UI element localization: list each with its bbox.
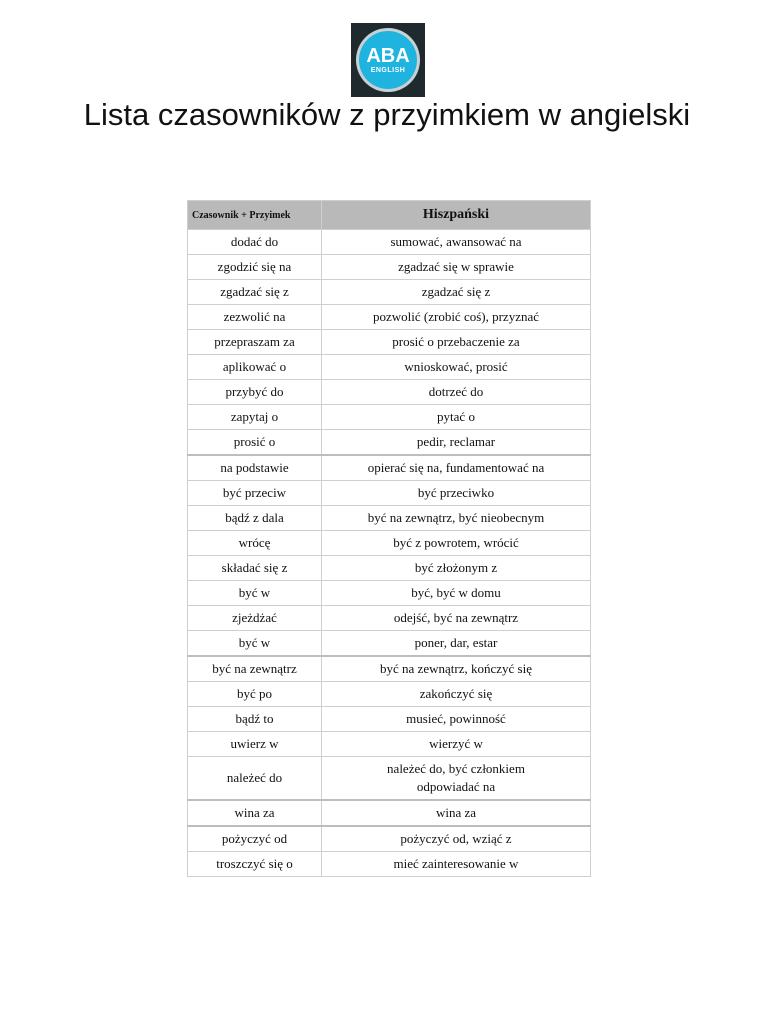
table-row [188,631,591,657]
verb-cell: troszczyć się o [188,852,322,877]
table-row [188,380,591,405]
verb-cell: przybyć do [188,380,322,405]
table-row [188,355,591,380]
verb-cell: przepraszam za [188,330,322,355]
translation-cell: być przeciwko [322,481,591,506]
translation-line: należeć do, być członkiem [387,761,525,776]
translation-cell: być złożonym z [322,556,591,581]
translation-cell: sumować, awansować na [322,230,591,255]
verb-cell: być przeciw [188,481,322,506]
translation-cell: pytać o [322,405,591,430]
table-row [188,682,591,707]
verb-cell: zgadzać się z [188,280,322,305]
table-row [188,531,591,556]
translation-cell: być, być w domu [322,581,591,606]
table-row [188,455,591,481]
translation-cell: dotrzeć do [322,380,591,405]
translation-cell: musieć, powinność [322,707,591,732]
translation-cell: poner, dar, estar [322,631,591,657]
verb-cell: zjeżdżać [188,606,322,631]
translation-cell: wina za [322,800,591,826]
translation-cell: odejść, być na zewnątrz [322,606,591,631]
table-row [188,430,591,456]
translation-cell: zgadzać się z [322,280,591,305]
verb-cell: uwierz w [188,732,322,757]
translation-cell: wnioskować, prosić [322,355,591,380]
table-header-row [188,201,591,230]
translation-cell: pożyczyć od, wziąć z [322,826,591,852]
translation-cell: być na zewnątrz, kończyć się [322,656,591,682]
verb-preposition-table [187,200,591,877]
table-row [188,656,591,682]
table-row [188,255,591,280]
table-row [188,606,591,631]
verb-cell: być na zewnątrz [188,656,322,682]
aba-english-logo [351,23,425,97]
table-row [188,230,591,255]
verb-cell: aplikować o [188,355,322,380]
translation-cell: pozwolić (zrobić coś), przyznać [322,305,591,330]
translation-cell: pedir, reclamar [322,430,591,456]
verb-cell: być po [188,682,322,707]
verb-cell: być w [188,581,322,606]
table-row [188,506,591,531]
verb-cell: być w [188,631,322,657]
table-row [188,800,591,826]
verb-cell: zezwolić na [188,305,322,330]
table-row [188,732,591,757]
verb-cell: pożyczyć od [188,826,322,852]
verb-cell: wina za [188,800,322,826]
table-row [188,556,591,581]
table-row [188,826,591,852]
table-row [188,581,591,606]
table-row [188,280,591,305]
column-header-verb: Czasownik + Przyimek [188,201,322,230]
table-row [188,481,591,506]
translation-cell [322,757,591,801]
logo-text-main: ABA [366,44,410,67]
table-body [188,230,591,877]
verb-cell: dodać do [188,230,322,255]
logo-ring [356,28,420,92]
translation-cell: mieć zainteresowanie w [322,852,591,877]
table-row [188,757,591,801]
verb-cell: bądź to [188,707,322,732]
verb-cell: zgodzić się na [188,255,322,280]
translation-cell: być na zewnątrz, być nieobecnym [322,506,591,531]
table-row [188,305,591,330]
translation-cell: wierzyć w [322,732,591,757]
logo-text-sub: ENGLISH [370,66,406,74]
verb-cell: zapytaj o [188,405,322,430]
translation-cell: prosić o przebaczenie za [322,330,591,355]
verb-cell: składać się z [188,556,322,581]
translation-cell: opierać się na, fundamentować na [322,455,591,481]
translation-cell: zakończyć się [322,682,591,707]
translation-line: odpowiadać na [416,779,496,794]
verb-cell: na podstawie [188,455,322,481]
verb-cell: bądź z dala [188,506,322,531]
table-row [188,707,591,732]
page-title: Lista czasowników z przyimkiem w angielski [83,97,691,132]
translation-cell: zgadzać się w sprawie [322,255,591,280]
logo-circle [359,31,417,89]
column-header-translation: Hiszpański [322,201,591,230]
table-row [188,852,591,877]
verb-cell: prosić o [188,430,322,456]
verb-cell: wrócę [188,531,322,556]
table-row [188,330,591,355]
table-row [188,405,591,430]
translation-cell: być z powrotem, wrócić [322,531,591,556]
verb-cell: należeć do [188,757,322,801]
